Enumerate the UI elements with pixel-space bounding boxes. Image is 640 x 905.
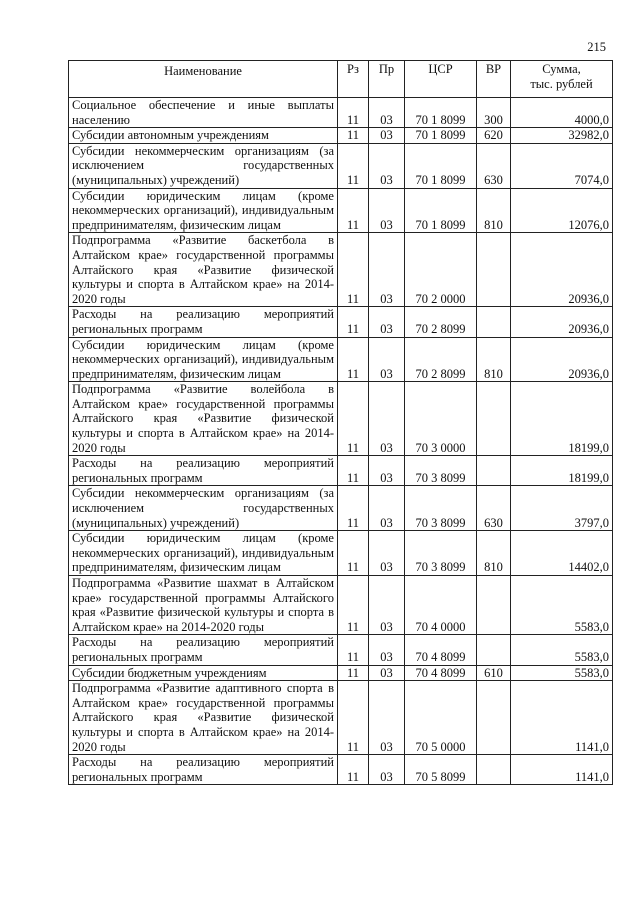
cell-vr [477, 576, 511, 635]
table-row [69, 576, 613, 635]
cell-vr [477, 755, 511, 785]
cell-vr: 620 [477, 128, 511, 144]
table-row [69, 635, 613, 665]
cell-rz: 11 [338, 665, 369, 681]
cell-pr: 03 [369, 307, 405, 337]
cell-pr: 03 [369, 188, 405, 233]
cell-csr: 70 2 8099 [405, 337, 477, 382]
cell-pr: 03 [369, 143, 405, 188]
cell-vr: 810 [477, 188, 511, 233]
cell-rz: 11 [338, 382, 369, 456]
cell-sum: 20936,0 [511, 337, 613, 382]
cell-vr: 630 [477, 486, 511, 531]
cell-vr [477, 635, 511, 665]
cell-vr: 300 [477, 98, 511, 128]
table-row [69, 681, 613, 755]
cell-name: Субсидии некоммерческим организациям (за исключением государственных (муниципальных) учреждений) [69, 143, 338, 188]
cell-name: Подпрограмма «Развитие шахмат в Алтайском крае» государственной программы Алтайского края «Развитие физической культуры и спорта в Алтайском крае» на 2014-2020 годы [69, 576, 338, 635]
cell-csr: 70 4 8099 [405, 635, 477, 665]
cell-rz: 11 [338, 307, 369, 337]
cell-name: Субсидии юридическим лицам (кроме некоммерческих организаций), индивидуальным предпринимателям, физическим лицам [69, 188, 338, 233]
cell-pr: 03 [369, 337, 405, 382]
table-row [69, 456, 613, 486]
budget-table [68, 60, 613, 785]
cell-csr: 70 1 8099 [405, 98, 477, 128]
cell-vr: 810 [477, 531, 511, 576]
cell-csr: 70 2 0000 [405, 233, 477, 307]
cell-name: Подпрограмма «Развитие баскетбола в Алтайском крае» государственной программы Алтайского края «Развитие физической культуры и спорта в Алтайском крае» на 2014-2020 годы [69, 233, 338, 307]
cell-name: Субсидии юридическим лицам (кроме некоммерческих организаций), индивидуальным предпринимателям, физическим лицам [69, 531, 338, 576]
header-row [69, 61, 613, 98]
page-number: 215 [587, 40, 606, 54]
header-rz: Рз [338, 61, 369, 98]
header-pr: Пр [369, 61, 405, 98]
table-row [69, 143, 613, 188]
cell-rz: 11 [338, 635, 369, 665]
table-row [69, 486, 613, 531]
header-name: Наименование [69, 61, 338, 98]
cell-name: Субсидии юридическим лицам (кроме некоммерческих организаций), индивидуальным предпринимателям, физическим лицам [69, 337, 338, 382]
cell-rz: 11 [338, 337, 369, 382]
cell-name: Субсидии бюджетным учреждениям [69, 665, 338, 681]
cell-vr: 810 [477, 337, 511, 382]
table-row [69, 307, 613, 337]
cell-vr: 630 [477, 143, 511, 188]
cell-rz: 11 [338, 755, 369, 785]
cell-csr: 70 3 8099 [405, 531, 477, 576]
table-row [69, 755, 613, 785]
table-row [69, 382, 613, 456]
cell-sum: 12076,0 [511, 188, 613, 233]
cell-name: Субсидии автономным учреждениям [69, 128, 338, 144]
table-row [69, 531, 613, 576]
cell-csr: 70 1 8099 [405, 128, 477, 144]
header-sum-line2: тыс. рублей [530, 76, 593, 91]
cell-csr: 70 1 8099 [405, 188, 477, 233]
header-csr: ЦСР [405, 61, 477, 98]
cell-vr [477, 233, 511, 307]
cell-rz: 11 [338, 143, 369, 188]
cell-csr: 70 5 0000 [405, 681, 477, 755]
cell-rz: 11 [338, 486, 369, 531]
cell-csr: 70 3 8099 [405, 456, 477, 486]
header-sum [511, 61, 613, 98]
cell-vr [477, 307, 511, 337]
cell-rz: 11 [338, 188, 369, 233]
cell-csr: 70 5 8099 [405, 755, 477, 785]
cell-csr: 70 1 8099 [405, 143, 477, 188]
cell-vr: 610 [477, 665, 511, 681]
cell-pr: 03 [369, 128, 405, 144]
cell-pr: 03 [369, 665, 405, 681]
header-vr: ВР [477, 61, 511, 98]
table-body [69, 98, 613, 785]
table-row [69, 128, 613, 144]
cell-name: Подпрограмма «Развитие волейбола в Алтайском крае» государственной программы Алтайского края «Развитие физической культуры и спорта в Алтайском крае» на 2014-2020 годы [69, 382, 338, 456]
cell-sum: 7074,0 [511, 143, 613, 188]
cell-sum: 18199,0 [511, 382, 613, 456]
cell-vr [477, 456, 511, 486]
cell-rz: 11 [338, 531, 369, 576]
cell-name: Социальное обеспечение и иные выплаты населению [69, 98, 338, 128]
cell-sum: 1141,0 [511, 681, 613, 755]
table-header [69, 61, 613, 98]
cell-rz: 11 [338, 576, 369, 635]
table-row [69, 233, 613, 307]
cell-pr: 03 [369, 456, 405, 486]
cell-pr: 03 [369, 635, 405, 665]
cell-name: Расходы на реализацию мероприятий региональных программ [69, 755, 338, 785]
cell-rz: 11 [338, 681, 369, 755]
cell-pr: 03 [369, 98, 405, 128]
cell-pr: 03 [369, 486, 405, 531]
cell-sum: 3797,0 [511, 486, 613, 531]
cell-pr: 03 [369, 233, 405, 307]
cell-sum: 20936,0 [511, 307, 613, 337]
table-row [69, 337, 613, 382]
cell-pr: 03 [369, 531, 405, 576]
cell-sum: 32982,0 [511, 128, 613, 144]
cell-name: Расходы на реализацию мероприятий региональных программ [69, 635, 338, 665]
cell-sum: 1141,0 [511, 755, 613, 785]
cell-csr: 70 2 8099 [405, 307, 477, 337]
cell-sum: 14402,0 [511, 531, 613, 576]
cell-name: Расходы на реализацию мероприятий региональных программ [69, 456, 338, 486]
table-row [69, 188, 613, 233]
cell-sum: 5583,0 [511, 635, 613, 665]
cell-rz: 11 [338, 233, 369, 307]
table-row [69, 665, 613, 681]
cell-pr: 03 [369, 576, 405, 635]
cell-csr: 70 3 8099 [405, 486, 477, 531]
cell-csr: 70 4 8099 [405, 665, 477, 681]
cell-pr: 03 [369, 755, 405, 785]
cell-sum: 18199,0 [511, 456, 613, 486]
cell-sum: 4000,0 [511, 98, 613, 128]
cell-vr [477, 681, 511, 755]
cell-sum: 5583,0 [511, 665, 613, 681]
cell-name: Подпрограмма «Развитие адаптивного спорта в Алтайском крае» государственной программы Алтайского края «Развитие физической культуры и спорта в Алтайском крае» на 2014-2020 годы [69, 681, 338, 755]
cell-sum: 20936,0 [511, 233, 613, 307]
cell-rz: 11 [338, 456, 369, 486]
cell-csr: 70 4 0000 [405, 576, 477, 635]
table-row [69, 98, 613, 128]
cell-pr: 03 [369, 382, 405, 456]
cell-rz: 11 [338, 128, 369, 144]
cell-rz: 11 [338, 98, 369, 128]
cell-vr [477, 382, 511, 456]
cell-pr: 03 [369, 681, 405, 755]
cell-sum: 5583,0 [511, 576, 613, 635]
cell-csr: 70 3 0000 [405, 382, 477, 456]
cell-name: Субсидии некоммерческим организациям (за исключением государственных (муниципальных) учреждений) [69, 486, 338, 531]
header-sum-line1: Сумма, [542, 62, 581, 76]
cell-name: Расходы на реализацию мероприятий региональных программ [69, 307, 338, 337]
